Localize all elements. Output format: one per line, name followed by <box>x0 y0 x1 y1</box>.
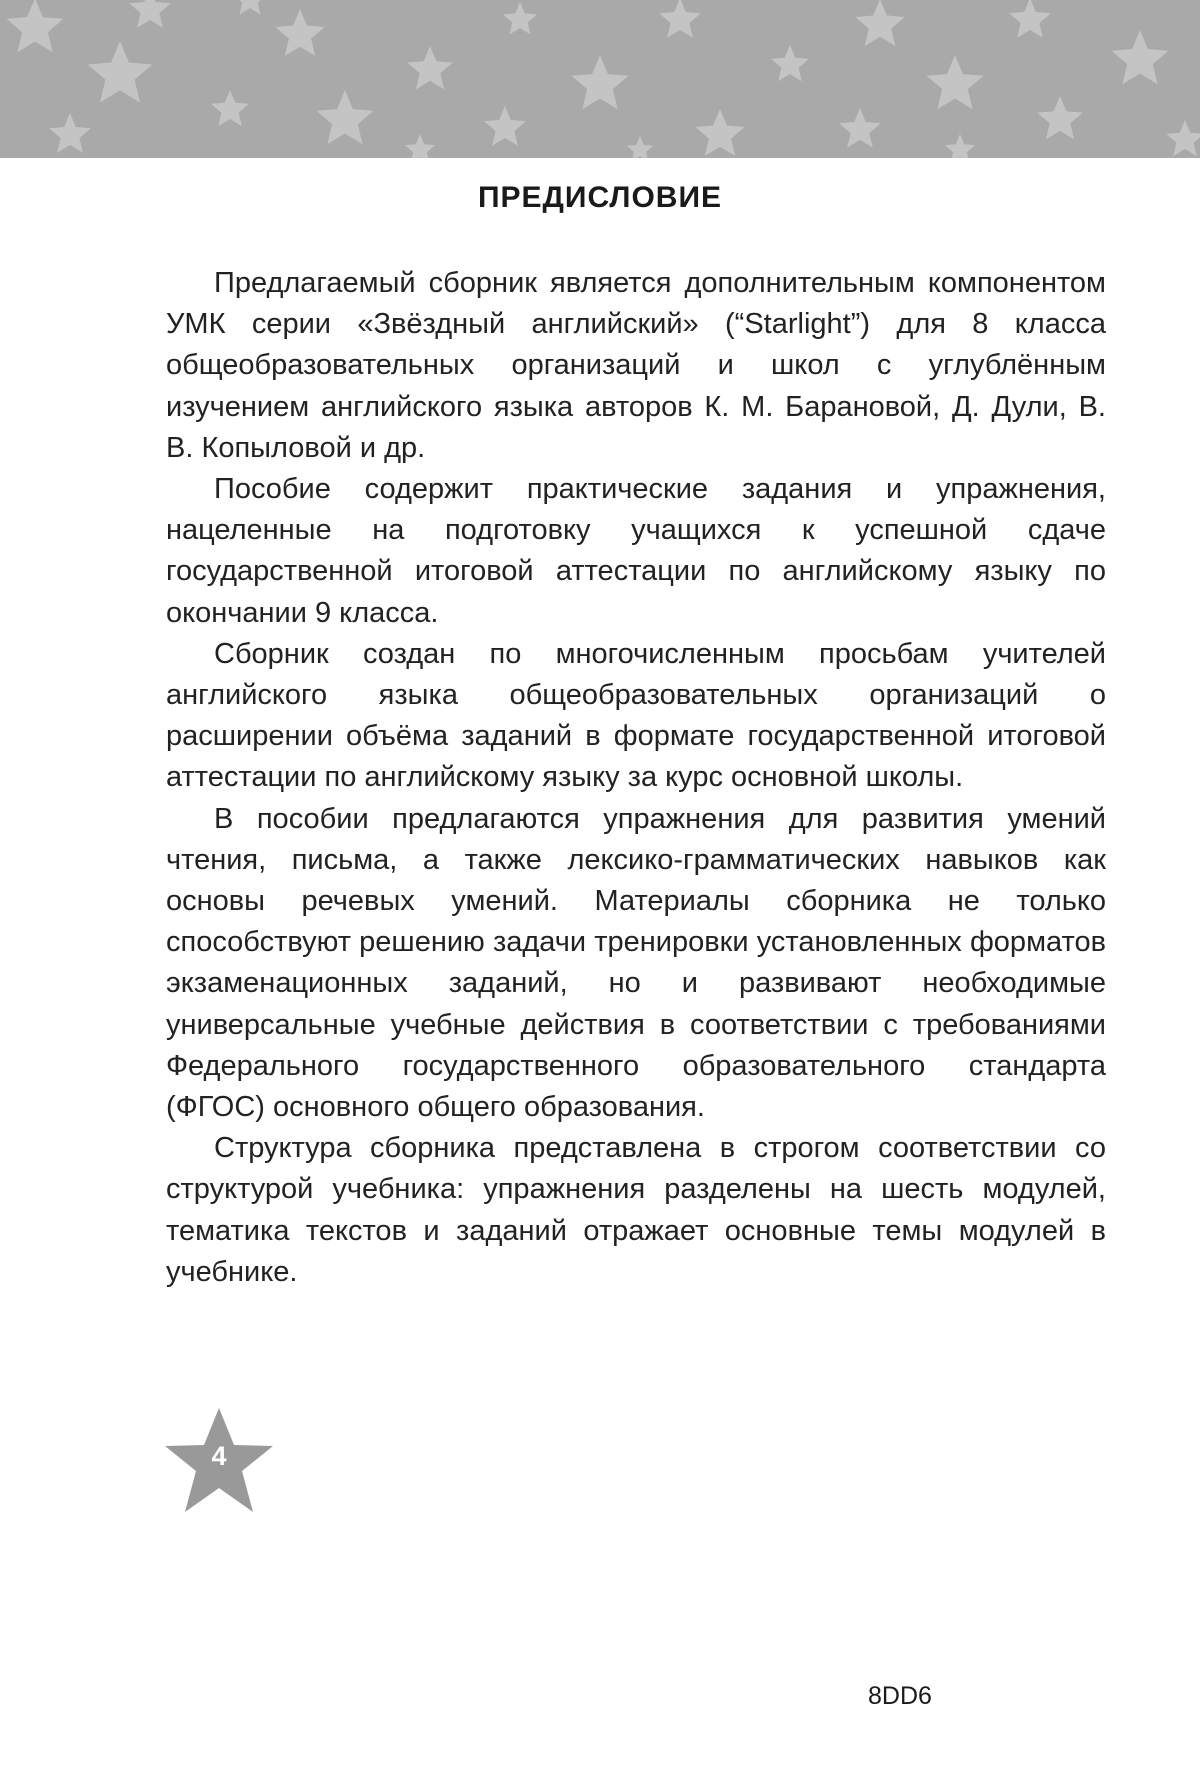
banner-star-25 <box>233 0 267 15</box>
paragraph-2: Пособие содержит практические задания и упражнения, нацеленные на подготовку учащихся к успешной сдаче государственной итоговой аттестации по английскому языку по окончании 9 класса. <box>166 473 1106 629</box>
banner-star-20 <box>1166 120 1200 156</box>
banner-star-23 <box>627 136 654 158</box>
banner-star-15 <box>839 108 881 148</box>
banner-star-13 <box>771 45 809 81</box>
banner-star-11 <box>659 0 701 38</box>
banner-star-21 <box>49 113 91 153</box>
banner-star-16 <box>927 55 984 109</box>
banner-star-4 <box>211 90 249 126</box>
paragraph-3: Сборник создан по многочисленным просьбам учителей английского языка общеобразовательных организаций о расширении объёма заданий в формате государственной итоговой аттестации по английскому языку за курс основной школы. <box>166 637 1106 794</box>
banner-star-12 <box>695 109 744 156</box>
banner-star-3 <box>88 41 153 103</box>
preface-body <box>166 263 1106 1293</box>
star-pattern <box>0 0 1200 158</box>
banner-star-8 <box>503 2 537 35</box>
banner-star-10 <box>572 55 629 109</box>
banner-star-5 <box>275 9 324 56</box>
footer-code: 8DD6 <box>868 1682 932 1710</box>
paragraph-5: Структура сборника представлена в строгом соответствии со структурой учебника: упражнения разделены на шесть модулей, тематика текстов и заданий отражает основные темы модулей в учебнике. <box>166 1132 1106 1288</box>
page-number: 4 <box>211 1441 227 1471</box>
banner-star-19 <box>1112 30 1169 84</box>
banner-star-2 <box>129 0 171 28</box>
paragraph-1: Предлагаемый сборник является дополнительным компонентом УМК серии «Звёздный английский» (“Starlight”) для 8 класса общеобразовательных организаций и школ с углублённым изучением английского языка авторов К. М. Барановой, Д. Дули, В. В. Копыловой и др. <box>166 267 1106 464</box>
banner-star-18 <box>1037 96 1083 139</box>
banner-star-14 <box>855 0 904 46</box>
banner-star-7 <box>407 46 453 89</box>
banner-star-1 <box>7 0 64 52</box>
banner-star-17 <box>1009 0 1051 38</box>
banner-star-9 <box>484 106 526 146</box>
header-banner <box>0 0 1200 158</box>
paragraph-4: В пособии предлагаются упражнения для развития умений чтения, письма, а также лексико-грамматических навыков как основы речевых умений. Материалы сборника не только способствуют решению задачи тренировки установленных форматов экзаменационных заданий, но и развивают необходимые универсальные учебные действия в соответствии с требованиями Федерального государственного образовательного стандарта (ФГОС) основного общего образования. <box>166 802 1106 1124</box>
banner-star-6 <box>317 90 374 144</box>
banner-star-24 <box>945 134 975 158</box>
banner-star-22 <box>405 134 435 158</box>
page-title: ПРЕДИСЛОВИЕ <box>477 181 723 214</box>
